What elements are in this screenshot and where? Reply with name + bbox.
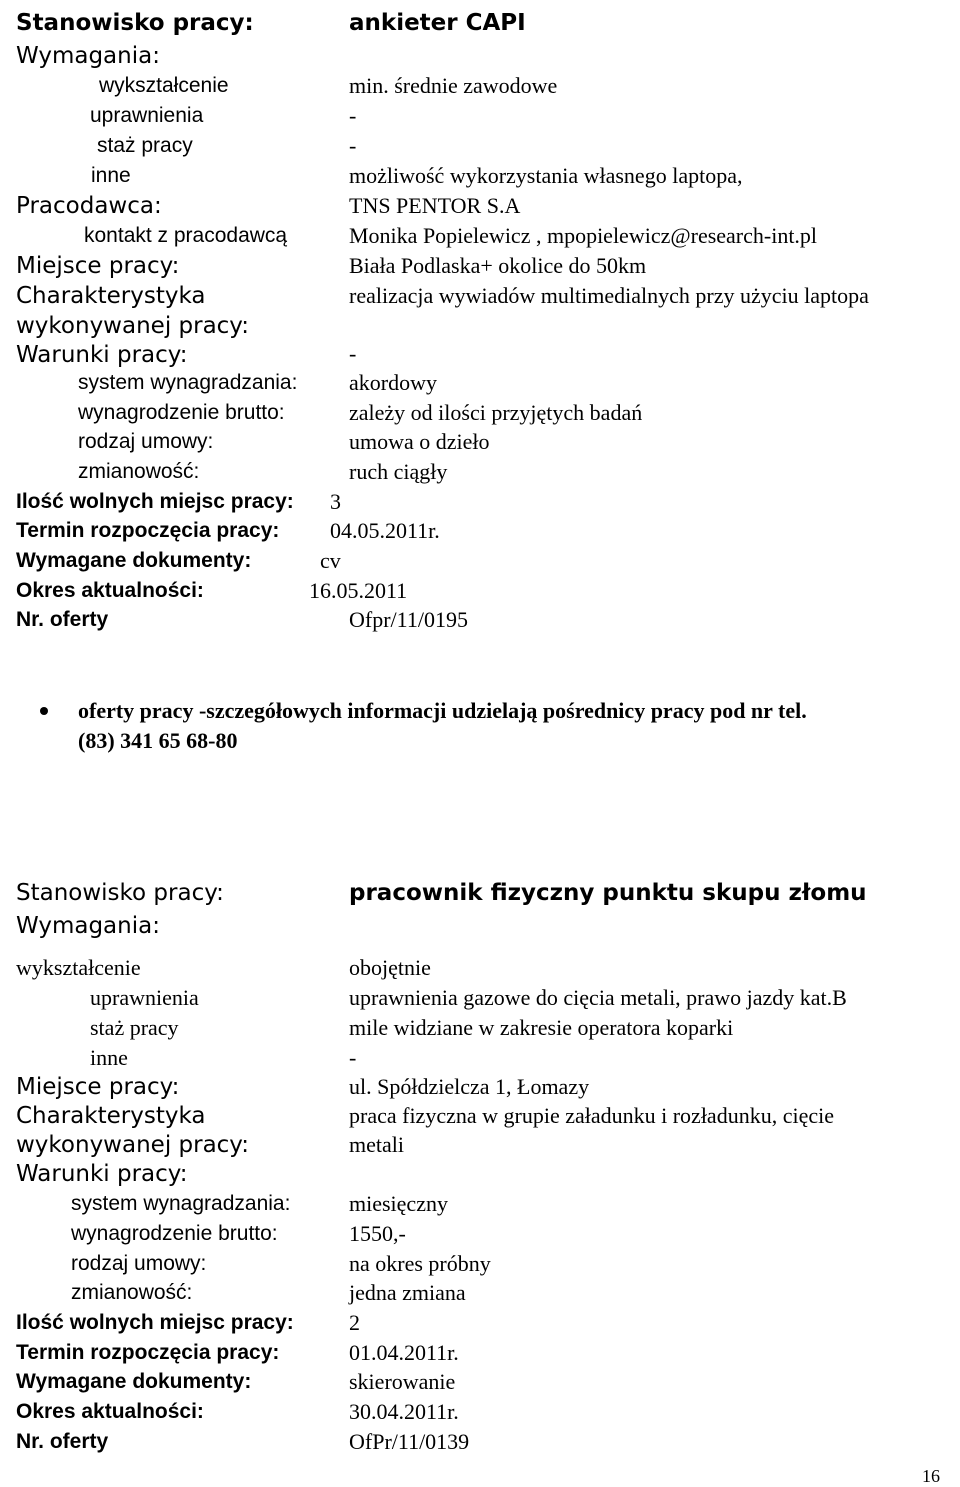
pay-system-label: system wynagradzania: (78, 371, 298, 394)
shifts-label: zmianowość: (78, 460, 200, 483)
vacancies-label: Ilość wolnych miejsc pracy: (16, 1311, 294, 1334)
description-label-line1: Charakterystyka (16, 1103, 206, 1129)
start-value: 01.04.2011r. (349, 1340, 459, 1365)
position-value: pracownik fizyczny punktu skupu złomu (349, 880, 867, 906)
position-label: Stanowisko pracy: (16, 10, 254, 36)
start-value: 04.05.2011r. (330, 518, 440, 543)
page-number: 16 (922, 1466, 940, 1486)
shifts-value: ruch ciągły (349, 459, 448, 484)
position-value: ankieter CAPI (349, 10, 526, 36)
position-label: Stanowisko pracy: (16, 880, 224, 906)
employer-label: Pracodawca: (16, 193, 162, 219)
documents-value: cv (320, 548, 341, 573)
vacancies-value: 2 (349, 1310, 360, 1335)
other-value: - (349, 1045, 357, 1070)
note-line-2: (83) 341 65 68-80 (78, 728, 238, 753)
conditions-label: Warunki pracy: (16, 342, 188, 368)
experience-value: mile widziane w zakresie operatora koparki (349, 1015, 734, 1040)
gross-pay-value: 1550,- (349, 1221, 406, 1246)
description-value-line1: praca fizyczna w grupie załadunku i rozładunku, cięcie (349, 1103, 834, 1128)
education-value: obojętnie (349, 955, 431, 980)
contract-value: umowa o dzieło (349, 429, 490, 454)
documents-label: Wymagane dokumenty: (16, 1370, 252, 1393)
offer-number-value: OfPr/11/0139 (349, 1429, 470, 1454)
shifts-label: zmianowość: (71, 1281, 193, 1304)
note-line-1: oferty pracy -szczegółowych informacji udzielają pośrednicy pracy pod nr tel. (78, 698, 807, 723)
vacancies-value: 3 (330, 489, 341, 514)
location-label: Miejsce pracy: (16, 253, 180, 279)
description-value-line2: metali (349, 1132, 404, 1157)
pay-system-value: akordowy (349, 370, 437, 395)
contract-label: rodzaj umowy: (71, 1252, 207, 1275)
documents-label: Wymagane dokumenty: (16, 549, 252, 572)
other-label: inne (90, 1045, 128, 1070)
location-label: Miejsce pracy: (16, 1074, 180, 1100)
pay-system-label: system wynagradzania: (71, 1192, 291, 1215)
start-label: Termin rozpoczęcia pracy: (16, 519, 280, 542)
description-label-line1: Charakterystyka (16, 283, 206, 309)
requirements-label: Wymagania: (16, 913, 160, 939)
validity-value: 30.04.2011r. (349, 1399, 459, 1424)
qualifications-value: uprawnienia gazowe do cięcia metali, prawo jazdy kat.B (349, 985, 847, 1010)
bullet-icon (40, 707, 48, 715)
description-label-line2: wykonywanej pracy: (16, 313, 249, 339)
education-label: wykształcenie (99, 74, 229, 97)
offer-number-label: Nr. oferty (16, 608, 109, 631)
requirements-label: Wymagania: (16, 43, 160, 69)
conditions-label: Warunki pracy: (16, 1161, 188, 1187)
education-label: wykształcenie (16, 955, 141, 980)
description-label-line2: wykonywanej pracy: (16, 1132, 249, 1158)
offer-number-value: Ofpr/11/0195 (349, 607, 468, 632)
qualifications-label: uprawnienia (90, 104, 204, 127)
gross-pay-value: zależy od ilości przyjętych badań (349, 400, 643, 425)
gross-pay-label: wynagrodzenie brutto: (71, 1222, 278, 1245)
other-value: możliwość wykorzystania własnego laptopa, (349, 163, 743, 188)
conditions-value: - (349, 341, 357, 366)
offer-number-label: Nr. oferty (16, 1430, 109, 1453)
start-label: Termin rozpoczęcia pracy: (16, 1341, 280, 1364)
education-value: min. średnie zawodowe (349, 73, 558, 98)
vacancies-label: Ilość wolnych miejsc pracy: (16, 490, 294, 513)
experience-label: staż pracy (90, 1015, 179, 1040)
shifts-value: jedna zmiana (349, 1280, 466, 1305)
contract-label: rodzaj umowy: (78, 430, 214, 453)
location-value: Biała Podlaska+ okolice do 50km (349, 253, 647, 278)
contract-value: na okres próbny (349, 1251, 491, 1276)
validity-label: Okres aktualności: (16, 579, 204, 602)
experience-label: staż pracy (97, 134, 193, 157)
gross-pay-label: wynagrodzenie brutto: (78, 401, 285, 424)
documents-value: skierowanie (349, 1369, 456, 1394)
location-value: ul. Spółdzielcza 1, Łomazy (349, 1074, 590, 1099)
other-label: inne (91, 164, 131, 187)
qualifications-value: - (349, 103, 357, 128)
validity-label: Okres aktualności: (16, 1400, 204, 1423)
pay-system-value: miesięczny (349, 1191, 448, 1216)
validity-value: 16.05.2011 (309, 578, 408, 603)
experience-value: - (349, 133, 357, 158)
contact-value: Monika Popielewicz , mpopielewicz@research-int.pl (349, 223, 818, 248)
employer-value: TNS PENTOR S.A (349, 193, 521, 218)
qualifications-label: uprawnienia (90, 985, 199, 1010)
contact-label: kontakt z pracodawcą (84, 224, 288, 247)
description-value: realizacja wywiadów multimedialnych przy użyciu laptopa (349, 283, 869, 308)
